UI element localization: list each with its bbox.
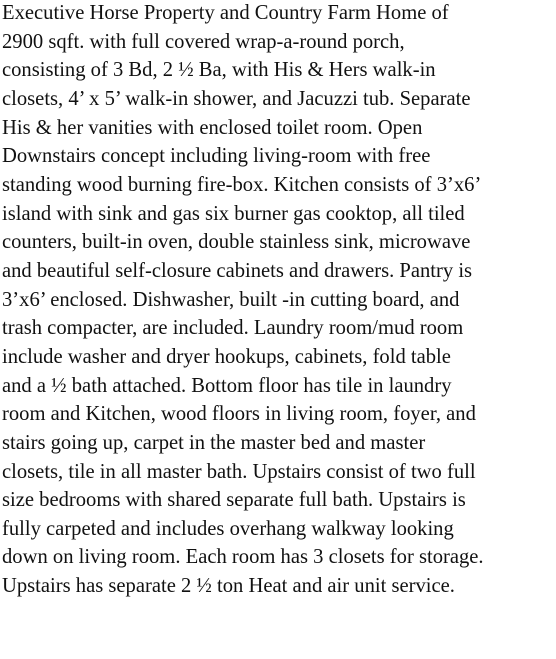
text-line: down on living room. Each room has 3 closets for storage. <box>2 546 484 569</box>
text-line: and a ½ bath attached. Bottom floor has tile in laundry <box>2 374 452 397</box>
text-line: Downstairs concept including living-room with free <box>2 145 431 168</box>
text-line: Executive Horse Property and Country Farm Home of <box>2 2 449 24</box>
text-line: 3’x6’ enclosed. Dishwasher, built -in cutting board, and <box>2 288 460 311</box>
text-line: His & her vanities with enclosed toilet room. Open <box>2 116 423 139</box>
text-line: counters, built-in oven, double stainless sink, microwave <box>2 231 471 254</box>
text-line: room and Kitchen, wood floors in living room, foyer, and <box>2 403 476 426</box>
text-line: trash compacter, are included. Laundry room/mud room <box>2 317 464 340</box>
text-line: closets, 4’ x 5’ walk-in shower, and Jacuzzi tub. Separate <box>2 87 471 110</box>
text-line: standing wood burning fire-box. Kitchen consists of 3’x6’ <box>2 173 482 196</box>
text-line: closets, tile in all master bath. Upstairs consist of two full <box>2 460 476 483</box>
text-line: Upstairs has separate 2 ½ ton Heat and air unit service. <box>2 575 455 598</box>
text-line: stairs going up, carpet in the master bed and master <box>2 431 426 454</box>
text-line: size bedrooms with shared separate full bath. Upstairs is <box>2 489 466 512</box>
text-line: include washer and dryer hookups, cabinets, fold table <box>2 345 451 368</box>
document-body <box>2 0 556 659</box>
text-line: fully carpeted and includes overhang walkway looking <box>2 517 454 540</box>
text-line: 2900 sqft. with full covered wrap-a-round porch, <box>2 30 405 53</box>
text-line: island with sink and gas six burner gas cooktop, all tiled <box>2 202 465 225</box>
text-line: and beautiful self-closure cabinets and drawers. Pantry is <box>2 259 473 282</box>
paragraph-description <box>2 0 556 601</box>
text-line: consisting of 3 Bd, 2 ½ Ba, with His & Hers walk-in <box>2 59 436 82</box>
paragraph-gap <box>2 601 556 659</box>
